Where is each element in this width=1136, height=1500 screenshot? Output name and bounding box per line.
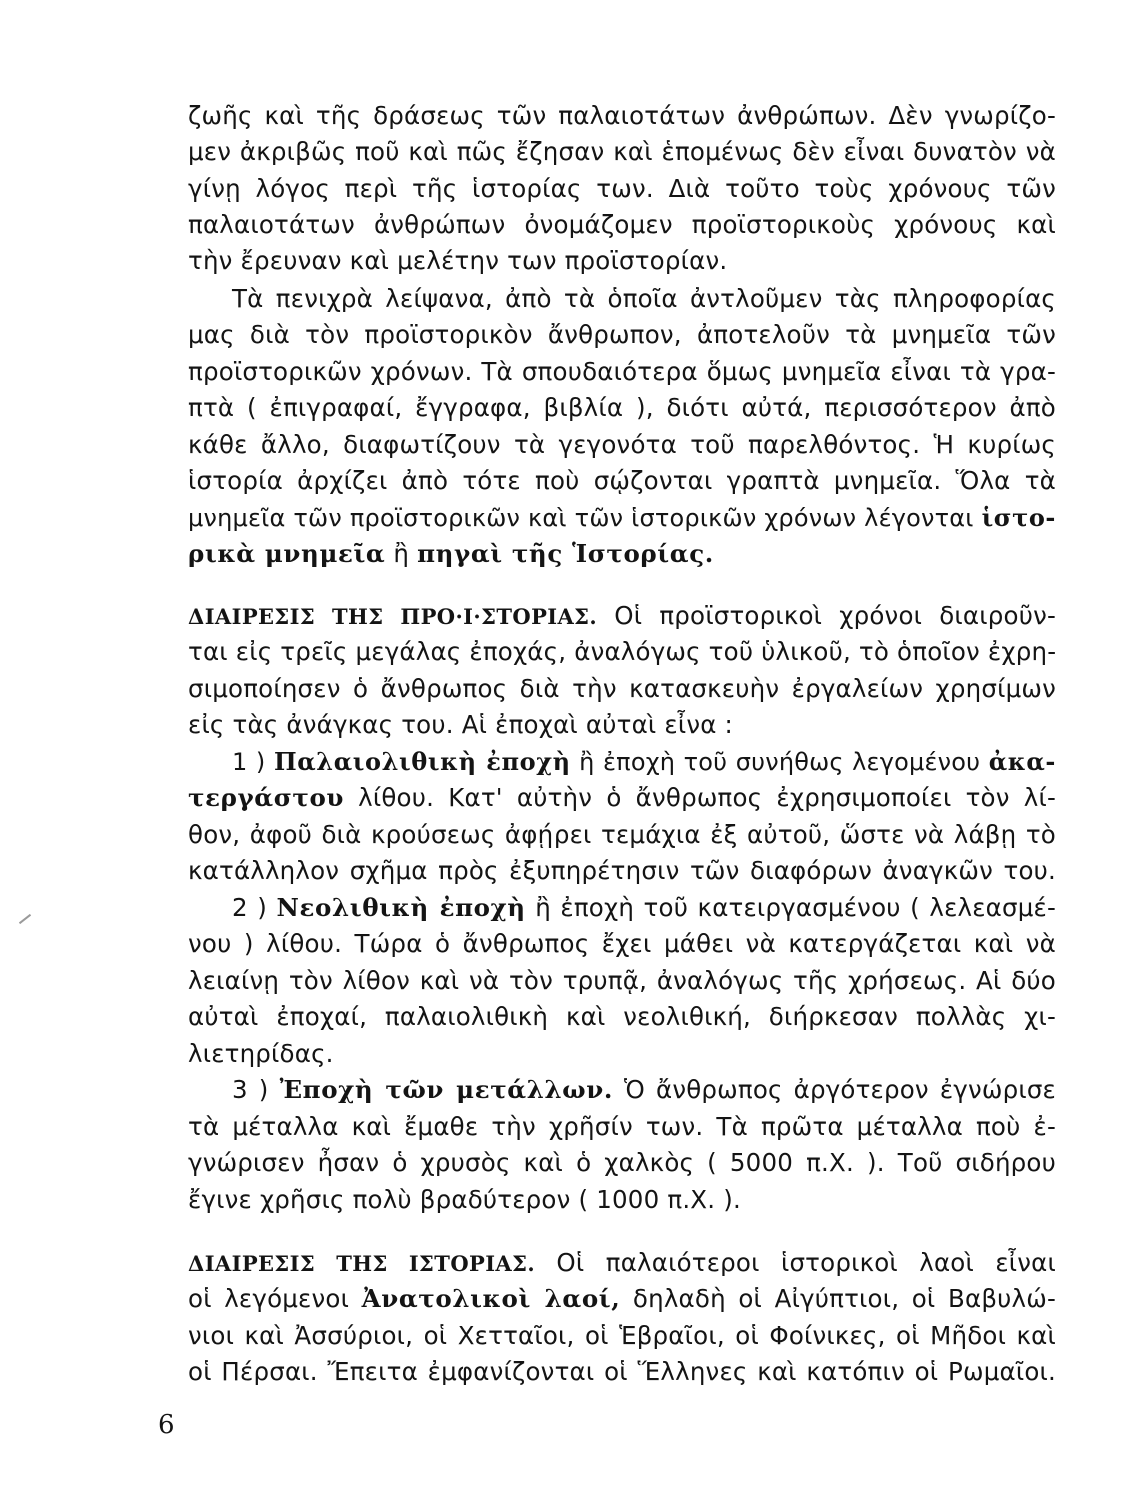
list-item-line: 2 ) Νεολιθικὴ ἐποχὴ ἢ ἐποχὴ τοῦ κατειργασμένου ( λελεασμέ- [232, 893, 1056, 922]
paragraph-line: αὐταὶ ἐποχαί, παλαιολιθικὴ καὶ νεολιθική, διήρκεσαν πολλὰς χι- [188, 1002, 1056, 1031]
paragraph-line: γνώρισεν ἦσαν ὁ χρυσὸς καὶ ὁ χαλκὸς ( 5000 π.Χ. ). Τοῦ σιδήρου [188, 1148, 1056, 1177]
scan-mark [19, 914, 31, 924]
page-number: 6 [158, 1410, 175, 1440]
paragraph-line: νου ) λίθου. Τώρα ὁ ἄνθρωπος ἔχει μάθει νὰ κατεργάζεται καὶ νὰ [188, 929, 1056, 958]
paragraph-line: λειαίνῃ τὸν λίθον καὶ νὰ τὸν τρυπᾷ, ἀναλόγως τῆς χρήσεως. Αἱ δύο [188, 966, 1056, 995]
list-item-line: 1 ) Παλαιολιθικὴ ἐποχὴ ἢ ἐποχὴ τοῦ συνήθως λεγομένου ἀκα- [232, 747, 1056, 776]
paragraph-line: μας διὰ τὸν προϊστορικὸν ἄνθρωπον, ἀποτελοῦν τὰ μνημεῖα τῶν [188, 320, 1056, 349]
section-line: ΔΙΑΙΡΕΣΙΣ ΤΗΣ ΠΡΟ·Ι·ΣΤΟΡΙΑΣ. Οἱ προϊστορικοὶ χρόνοι διαιροῦν- [188, 601, 1056, 630]
paragraph-line: οἱ Πέρσαι. Ἔπειτα ἐμφανίζονται οἱ Ἕλληνες καὶ κατόπιν οἱ Ρωμαῖοι. [188, 1357, 1056, 1386]
paragraph-line: σιμοποίησεν ὁ ἄνθρωπος διὰ τὴν κατασκευὴν ἐργαλείων χρησίμων [188, 674, 1056, 703]
paragraph-line: τὴν ἔρευναν καὶ μελέτην των προϊστορίαν. [188, 246, 728, 275]
paragraph-line: νιοι καὶ Ἀσσύριοι, οἱ Χετταῖοι, οἱ Ἑβραῖοι, οἱ Φοίνικες, οἱ Μῆδοι καὶ [188, 1321, 1056, 1350]
paragraph-line: κάθε ἄλλο, διαφωτίζουν τὰ γεγονότα τοῦ παρελθόντος. Ἡ κυρίως [188, 430, 1056, 459]
section-heading: ΔΙΑΙΡΕΣΙΣ ΤΗΣ ΠΡΟ·Ι·ΣΤΟΡΙΑΣ. [188, 604, 598, 629]
bold-term: τεργάστου [188, 783, 344, 812]
bold-term: πηγαὶ τῆς Ἱστορίας. [417, 539, 714, 568]
bold-term: Ἀνατολικοὶ λαοί, [361, 1284, 621, 1313]
paragraph-line: γίνῃ λόγος περὶ τῆς ἱστορίας των. Διὰ τοῦτο τοὺς χρόνους τῶν [188, 174, 1056, 203]
section-line: ΔΙΑΙΡΕΣΙΣ ΤΗΣ ΙΣΤΟΡΙΑΣ. Οἱ παλαιότεροι ἱστορικοὶ λαοὶ εἶναι [188, 1248, 1056, 1277]
bold-term: ρικὰ μνημεῖα [188, 539, 386, 568]
paragraph-line: μεν ἀκριβῶς ποῦ καὶ πῶς ἔζησαν καὶ ἑπομένως δὲν εἶναι δυνατὸν νὰ [188, 137, 1056, 166]
paragraph-line: ἱστορία ἀρχίζει ἀπὸ τότε ποὺ σῴζονται γραπτὰ μνημεῖα. Ὅλα τὰ [188, 466, 1056, 495]
paragraph-line: λιετηρίδας. [188, 1039, 334, 1068]
section-heading: ΔΙΑΙΡΕΣΙΣ ΤΗΣ ΙΣΤΟΡΙΑΣ. [188, 1251, 536, 1276]
paragraph-line: ζωῆς καὶ τῆς δράσεως τῶν παλαιοτάτων ἀνθρώπων. Δὲν γνωρίζο- [188, 101, 1056, 130]
paragraph-line: κατάλληλον σχῆμα πρὸς ἐξυπηρέτησιν τῶν διαφόρων ἀναγκῶν του. [188, 856, 1056, 885]
paragraph-line: ται εἰς τρεῖς μεγάλας ἐποχάς, ἀναλόγως τοῦ ὑλικοῦ, τὸ ὁποῖον ἐχρη- [188, 637, 1057, 666]
paragraph-line: θον, ἀφοῦ διὰ κρούσεως ἀφῄρει τεμάχια ἐξ αὐτοῦ, ὥστε νὰ λάβῃ τὸ [188, 820, 1056, 849]
paragraph-line: τεργάστου λίθου. Κατ' αὐτὴν ὁ ἄνθρωπος ἐχρησιμοποίει τὸν λί- [188, 783, 1056, 812]
paragraph-line: προϊστορικῶν χρόνων. Τὰ σπουδαιότερα ὅμως μνημεῖα εἶναι τὰ γρα- [188, 357, 1056, 386]
paragraph-line: πτὰ ( ἐπιγραφαί, ἔγγραφα, βιβλία ), διότι αὐτά, περισσότερον ἀπὸ [188, 393, 1056, 422]
paragraph-line: εἰς τὰς ἀνάγκας του. Αἱ ἐποχαὶ αὐταὶ εἶνα : [188, 710, 734, 739]
paragraph-line: μνημεῖα τῶν προϊστορικῶν καὶ τῶν ἱστορικῶν χρόνων λέγονται ἱστο- [188, 503, 1056, 532]
bold-term: ἱστο- [981, 503, 1056, 532]
list-item-line: 3 ) Ἐποχὴ τῶν μετάλλων. Ὁ ἄνθρωπος ἀργότερον ἐγνώρισε [232, 1075, 1056, 1104]
bold-term: Παλαιολιθικὴ ἐποχὴ [273, 747, 571, 776]
paragraph-line: ρικὰ μνημεῖα ἢ πηγαὶ τῆς Ἱστορίας. [188, 539, 714, 568]
paragraph-line: τὰ μέταλλα καὶ ἔμαθε τὴν χρῆσίν των. Τὰ πρῶτα μέταλλα ποὺ ἐ- [188, 1112, 1056, 1141]
paragraph-line: παλαιοτάτων ἀνθρώπων ὀνομάζομεν προϊστορικοὺς χρόνους καὶ [188, 210, 1056, 239]
paragraph-line: Τὰ πενιχρὰ λείψανα, ἀπὸ τὰ ὁποῖα ἀντλοῦμεν τὰς πληροφορίας [232, 284, 1056, 313]
bold-term: Ἐποχὴ τῶν μετάλλων. [279, 1075, 613, 1104]
bold-term: ἀκα- [988, 747, 1056, 776]
paragraph-line: οἱ λεγόμενοι Ἀνατολικοὶ λαοί, δηλαδὴ οἱ Αἰγύπτιοι, οἱ Βαβυλώ- [188, 1284, 1057, 1313]
paragraph-line: ἔγινε χρῆσις πολὺ βραδύτερον ( 1000 π.Χ. ). [188, 1185, 742, 1214]
bold-term: Νεολιθικὴ ἐποχὴ [276, 893, 526, 922]
